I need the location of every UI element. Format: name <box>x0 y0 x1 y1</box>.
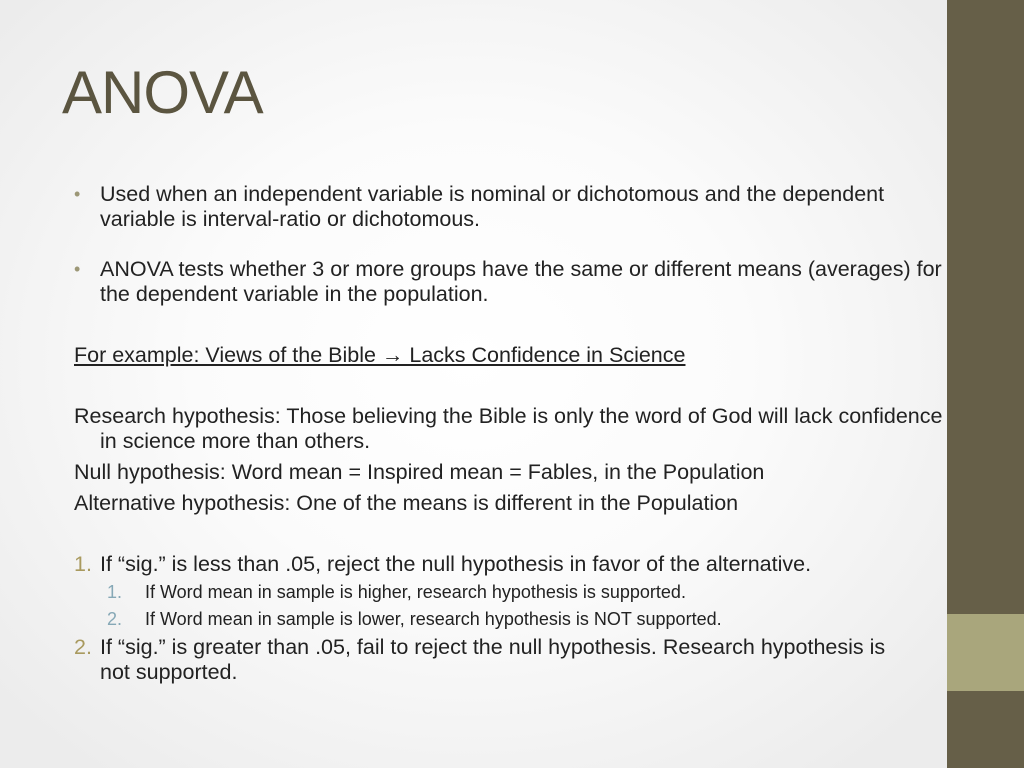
bullet-item <box>74 257 946 307</box>
bullet-item <box>74 182 946 232</box>
example-heading: For example: Views of the Bible → Lacks Confidence in Science <box>74 343 686 367</box>
rule-text: If “sig.” is less than .05, reject the null hypothesis in favor of the alternative. <box>100 552 812 576</box>
sub-rule-item <box>74 606 946 633</box>
sub-rule-number: 2. <box>107 609 123 629</box>
slide-body <box>74 182 946 685</box>
bullet-text: ANOVA tests whether 3 or more groups have the same or different means (averages) for the dependent variable in the population. <box>100 257 942 306</box>
rule-number: 2. <box>74 635 92 659</box>
alternative-hypothesis: Alternative hypothesis: One of the means is different in the Population <box>74 491 739 515</box>
sub-rule-text: If Word mean in sample is higher, research hypothesis is supported. <box>145 582 686 602</box>
sub-rule-item <box>74 579 946 606</box>
sub-rule-text: If Word mean in sample is lower, research hypothesis is NOT supported. <box>145 609 722 629</box>
rule-item <box>74 552 946 577</box>
rule-number: 1. <box>74 552 92 576</box>
research-hypothesis: Research hypothesis: Those believing the Bible is only the word of God will lack confidence in science more than others. <box>74 404 943 453</box>
sidebar-accent-block <box>947 614 1024 691</box>
bullet-dot-icon: • <box>74 259 81 279</box>
rule-text: If “sig.” is greater than .05, fail to reject the null hypothesis. Research hypothesis is not supported. <box>100 635 886 684</box>
null-hypothesis: Null hypothesis: Word mean = Inspired mean = Fables, in the Population <box>74 460 765 484</box>
sub-rule-number: 1. <box>107 582 123 602</box>
rule-item <box>74 635 900 685</box>
bullet-dot-icon: • <box>74 184 81 204</box>
slide-title: ANOVA <box>62 59 263 126</box>
bullet-text: Used when an independent variable is nominal or dichotomous and the dependent variable is interval-ratio or dichotomous. <box>100 182 885 231</box>
